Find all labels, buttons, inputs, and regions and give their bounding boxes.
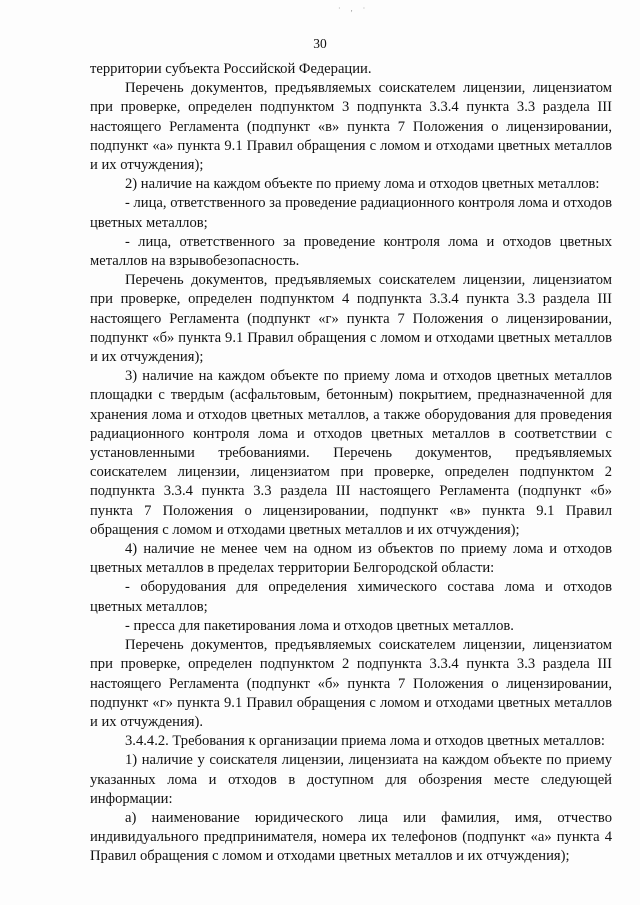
paragraph-documents-list-3: Перечень документов, предъявляемых соискателем лицензии, лицензиатом при проверке, определен подпунктом 2 подпункта 3.3.4 пункта 3.3 раздела III настоящего Регламента (подпункт «б» пункта 7 Положения о лицензировании, подпункт «г» пункта 9.1 Правил обращения с ломом и отходами цветных металлов и их отчуждения).	[90, 637, 612, 730]
paragraph-chemical-equipment: - оборудования для определения химического состава лома и отходов цветных металлов;	[90, 579, 612, 615]
paragraph-explosion-safety: - лица, ответственного за проведение контроля лома и отходов цветных металлов на взрывобезопасность.	[90, 233, 612, 270]
paragraph-documents-list-2: Перечень документов, предъявляемых соискателем лицензии, лицензиатом при проверке, определен подпунктом 4 подпункта 3.3.4 пункта 3.3 раздела III настоящего Регламента (подпункт «г» пункта 7 Положения о лицензировании, подпункт «б» пункта 9.1 Правил обращения с ломом и отходами цветных металлов и их отчуждения);	[90, 272, 612, 366]
paragraph-documents-list-1: Перечень документов, предъявляемых соискателем лицензии, лицензиатом при проверке, определен подпунктом 3 подпункта 3.3.4 пункта 3.3 раздела III настоящего Регламента (подпункт «в» пункта 7 Положения о лицензировании, подпункт «а» пункта 9.1 Правил обращения с ломом и отходами цветных металлов и их отчуждения);	[90, 80, 612, 174]
paragraph-item-1-info: 1) наличие у соискателя лицензии, лицензиата на каждом объекте по приему указанных лома и отходов в доступном для обозрения месте следующей информации:	[90, 752, 612, 807]
page-number: 30	[313, 36, 327, 51]
paragraph-item-2: 2) наличие на каждом объекте по приему лома и отходов цветных металлов:	[125, 176, 600, 193]
paragraph-section-3-4-4-2: 3.4.4.2. Требования к организации приема лома и отходов цветных металлов:	[125, 733, 605, 750]
paragraph-item-3: 3) наличие на каждом объекте по приему лома и отходов цветных металлов площадки с твердым (асфальтовым, бетонным) покрытием, предназначенной для хранения лома и отходов цветных металлов, а также оборудования для проведения радиационного контроля лома и отходов цветных металлов в соответствии с установленными требованиями. Перечень документов, предъявляемых соискателем лицензии, лицензиатом при проверке, определен подпунктом 2 подпункта 3.3.4 пункта 3.3 раздела III настоящего Регламента (подпункт «б» пункта 7 Положения о лицензировании, подпункт «в» пункта 9.1 Правил обращения с ломом и отходами цветных металлов и их отчуждения);	[90, 368, 612, 538]
scan-marks: · , ·	[338, 4, 370, 13]
paragraph-item-a-name: а) наименование юридического лица или фамилия, имя, отчество индивидуального предпринимателя, номера их телефонов (подпункт «а» пункта 4 Правил обращения с ломом и отходами цветных металлов и их отчуждения);	[90, 809, 612, 865]
paragraph-radiation-control: - лица, ответственного за проведение радиационного контроля лома и отходов цветных металлов;	[90, 195, 612, 231]
paragraph-press: - пресса для пакетирования лома и отходов цветных металлов.	[125, 617, 514, 634]
paragraph-item-4: 4) наличие не менее чем на одном из объектов по приему лома и отходов цветных металлов в пределах территории Белгородской области:	[90, 541, 612, 577]
document-body	[90, 60, 612, 867]
paragraph-continuation: территории субъекта Российской Федерации.	[90, 61, 372, 77]
